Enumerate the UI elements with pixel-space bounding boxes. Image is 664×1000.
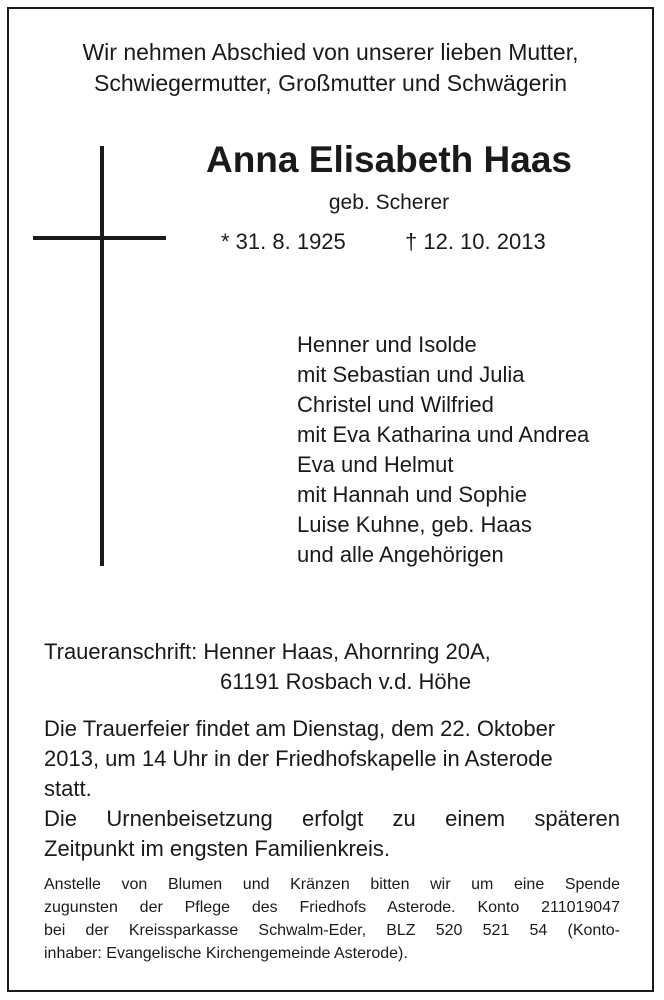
service-line: 2013, um 14 Uhr in der Friedhofskapelle in Asterode <box>44 746 553 771</box>
address-label: Traueranschrift: <box>44 639 198 664</box>
obituary-notice <box>7 7 654 992</box>
donation-request <box>44 873 620 965</box>
mourner-line: mit Hannah und Sophie <box>297 482 527 507</box>
service-line: Die Trauerfeier findet am Dienstag, dem 22. Oktober <box>44 716 556 741</box>
service-line: Die Urnenbeisetzung erfolgt zu einem späteren <box>44 806 620 831</box>
cross-icon <box>100 146 104 566</box>
intro-line-2: Schwiegermutter, Großmutter und Schwägerin <box>94 70 567 96</box>
birth-name: geb. Scherer <box>328 191 450 214</box>
mourners-list <box>297 330 589 570</box>
donation-line: zugunsten der Pflege des Friedhofs Asterode. Konto 211019047 <box>44 899 620 916</box>
intro-text <box>9 37 652 99</box>
intro-line-1: Wir nehmen Abschied von unserer lieben Mutter, <box>82 39 579 65</box>
mourner-line: mit Sebastian und Julia <box>297 362 525 387</box>
cross-icon-bar <box>33 236 166 240</box>
mourner-line: Henner und Isolde <box>297 332 477 357</box>
mourner-line: und alle Angehörigen <box>297 542 504 567</box>
service-line: Zeitpunkt im engsten Familienkreis. <box>44 836 391 861</box>
death-date: † 12. 10. 2013 <box>405 229 546 254</box>
mourner-line: Eva und Helmut <box>297 452 454 477</box>
address-line-1: Henner Haas, Ahornring 20A, <box>203 639 491 664</box>
birth-date: * 31. 8. 1925 <box>221 229 346 254</box>
mourning-address <box>44 637 491 667</box>
donation-line: Anstelle von Blumen und Kränzen bitten wir um eine Spende <box>44 876 620 893</box>
deceased-name: Anna Elisabeth Haas <box>205 139 572 180</box>
mourner-line: Luise Kuhne, geb. Haas <box>297 512 532 537</box>
mourner-line: Christel und Wilfried <box>297 392 494 417</box>
service-line: statt. <box>44 776 92 801</box>
donation-line: bei der Kreissparkasse Schwalm-Eder, BLZ 520 521 54 (Konto- <box>44 922 620 939</box>
donation-line: inhaber: Evangelische Kirchengemeinde Asterode). <box>44 945 408 962</box>
service-info <box>44 714 620 864</box>
address-line-2: 61191 Rosbach v.d. Höhe <box>220 669 472 694</box>
mourner-line: mit Eva Katharina und Andrea <box>297 422 590 447</box>
